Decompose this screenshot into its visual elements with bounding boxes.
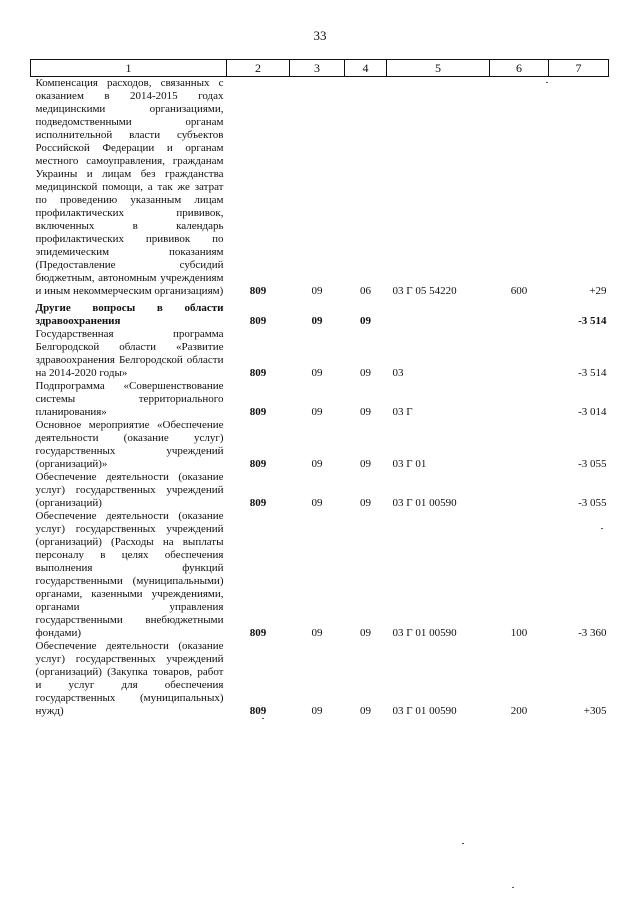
row-section: 09 [311,315,323,327]
row-target: 03 Г 01 [392,458,427,470]
row-expense-type: 100 [510,627,528,639]
row-section: 09 [311,497,323,509]
row-section: 09 [311,705,323,717]
row-section: 09 [311,458,323,470]
column-header: 5 [387,60,490,77]
row-target: 03 Г 05 54220 [392,285,457,297]
row-section: 09 [311,367,323,379]
row-subsection: 09 [360,458,371,470]
row-code: 809 [249,367,267,379]
column-header: 2 [227,60,290,77]
row-amount: +305 [583,705,607,717]
row-amount: -3 014 [578,406,607,418]
table-row [31,419,609,471]
row-target: 03 Г [392,406,413,418]
row-expense-type: 600 [510,285,528,297]
row-code: 809 [249,406,267,418]
row-code: 809 [249,705,267,717]
row-amount: -3 360 [578,627,607,639]
page-number: 33 [313,28,327,43]
row-expense-type [490,328,549,380]
row-target: 03 [392,367,404,379]
table-row [31,640,609,718]
row-description: Другие вопросы в области здравоохранения [35,302,224,327]
column-header: 3 [290,60,345,77]
row-amount: -3 514 [578,315,607,327]
row-code: 809 [249,627,267,639]
row-description: Обеспечение деятельности (оказание услуг) государственных учреждений (организаций) (Закупка товаров, работ и услуг для обеспечения государственных (муниципальных) нужд) [35,640,224,717]
column-header: 1 [31,60,227,77]
row-code: 809 [249,285,267,297]
row-expense-type [490,380,549,419]
scan-speck [262,718,264,719]
column-header: 4 [345,60,387,77]
table-row [31,510,609,640]
row-expense-type [490,471,549,510]
column-header: 6 [490,60,549,77]
row-code: 809 [249,458,267,470]
scan-speck [601,528,603,529]
scan-speck [546,82,548,83]
budget-table [30,59,609,718]
table-row [31,77,609,299]
row-code: 809 [249,497,267,509]
row-subsection: 09 [360,315,371,327]
row-section: 09 [311,285,323,297]
row-expense-type [490,419,549,471]
table-row [31,328,609,380]
row-expense-type [490,298,549,328]
scan-speck [512,887,514,888]
row-target [387,298,490,328]
row-description: Основное мероприятие «Обеспечение деятельности (оказание услуг) государственных учреждений (организаций)» [35,419,224,470]
row-amount: +29 [589,285,607,297]
row-description: Компенсация расходов, связанных с оказанием в 2014-2015 годах медицинскими организациями, подведомственными органам исполнительной власти субъектов Российской Федерации и органам местного самоуправления, гражданам Украины и лицам без гражданства медицинской помощи, а так же затрат по проведению указанным лицам профилактических прививок, включенных в календарь профилактических прививок по эпидемическим показаниям (Предоставление субсидий бюджетным, автономным учреждениям и иным некоммерческим организациям) [35,77,224,297]
table-row [31,298,609,328]
row-subsection: 06 [360,285,371,297]
row-amount: -3 055 [578,497,607,509]
table-row [31,380,609,419]
row-subsection: 09 [360,367,371,379]
row-expense-type: 200 [510,705,528,717]
row-target: 03 Г 01 00590 [392,705,457,717]
header-row [31,60,609,77]
row-subsection: 09 [360,406,371,418]
row-target: 03 Г 01 00590 [392,497,457,509]
row-amount: -3 514 [578,367,607,379]
row-description: Государственная программа Белгородской области «Развитие здравоохранения Белгородской области на 2014-2020 годы» [35,328,224,379]
row-description: Подпрограмма «Совершенствование системы территориального планирования» [35,380,224,418]
row-subsection: 09 [360,497,371,509]
row-target: 03 Г 01 00590 [392,627,457,639]
row-code: 809 [249,315,267,327]
row-subsection: 09 [360,705,371,717]
row-section: 09 [311,406,323,418]
row-subsection: 09 [360,627,371,639]
row-amount: -3 055 [578,458,607,470]
row-description: Обеспечение деятельности (оказание услуг) государственных учреждений (организаций) [35,471,224,509]
row-section: 09 [311,627,323,639]
table-row [31,471,609,510]
row-description: Обеспечение деятельности (оказание услуг) государственных учреждений (организаций) (Расходы на выплаты персоналу в целях обеспечения выполнения функций государственными (муниципальными) органами, казенными учреждениями, органами управления государственными внебюджетными фондами) [35,510,224,639]
scan-speck [462,843,464,844]
column-header: 7 [549,60,609,77]
